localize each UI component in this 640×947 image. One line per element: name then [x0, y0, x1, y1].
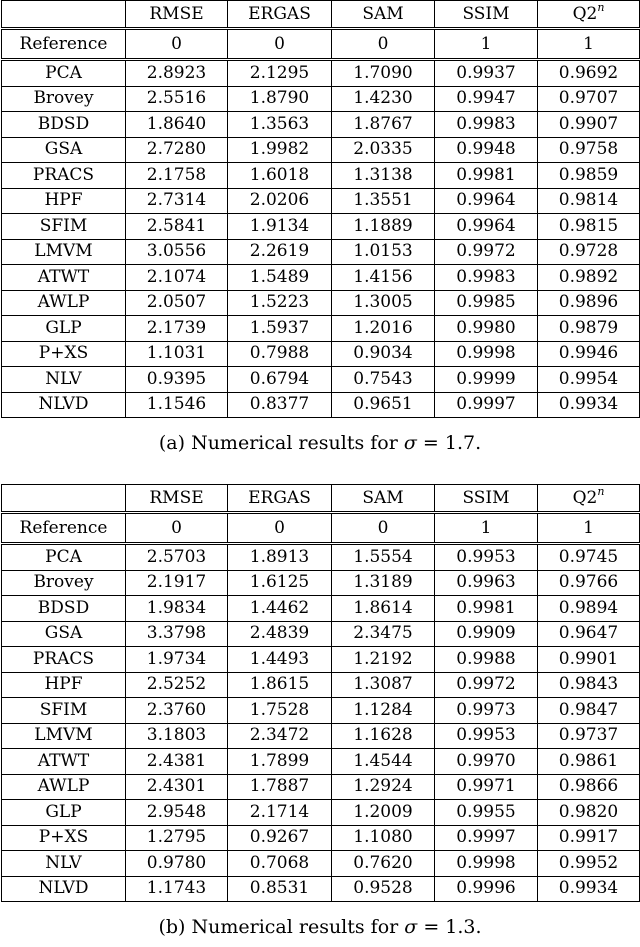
table-row — [2, 137, 640, 163]
value-cell: 0.7543 — [332, 367, 435, 393]
value-cell: 0.9998 — [435, 851, 538, 877]
value-cell: 0.9651 — [332, 392, 435, 418]
column-header: SAM — [332, 485, 435, 513]
table-row — [2, 647, 640, 673]
value-cell: 0.9892 — [538, 265, 640, 291]
value-cell: 1.0153 — [332, 239, 435, 265]
table-row — [2, 800, 640, 826]
table-row — [2, 596, 640, 622]
value-cell: 0.9528 — [332, 876, 435, 902]
caption-b: (b) Numerical results for σ = 1.3. — [158, 916, 482, 938]
value-cell: 0.9996 — [435, 876, 538, 902]
method-cell: Brovey — [2, 86, 126, 112]
table-row — [2, 60, 640, 87]
column-header: SSIM — [435, 1, 538, 29]
method-cell: NLVD — [2, 392, 126, 418]
table-block-b — [0, 484, 640, 946]
value-cell: 0.9972 — [435, 672, 538, 698]
method-cell: BDSD — [2, 596, 126, 622]
value-cell: 2.4301 — [126, 774, 228, 800]
table-row — [2, 723, 640, 749]
value-cell: 0.9267 — [228, 825, 332, 851]
value-cell: 0.9728 — [538, 239, 640, 265]
value-cell: 0.9983 — [435, 265, 538, 291]
value-cell: 0.9766 — [538, 570, 640, 596]
value-cell: 0.9780 — [126, 851, 228, 877]
value-cell: 0.8377 — [228, 392, 332, 418]
method-cell: NLV — [2, 367, 126, 393]
value-cell: 2.0507 — [126, 290, 228, 316]
column-header — [2, 1, 126, 29]
value-cell: 2.5703 — [126, 544, 228, 571]
method-cell: GSA — [2, 621, 126, 647]
value-cell: 2.0206 — [228, 188, 332, 214]
method-cell: GLP — [2, 800, 126, 826]
value-cell: 0.9981 — [435, 596, 538, 622]
value-cell: 0.9917 — [538, 825, 640, 851]
value-cell: 0.9963 — [435, 570, 538, 596]
value-cell: 1.4493 — [228, 647, 332, 673]
reference-cell: Reference — [2, 29, 126, 60]
reference-cell: Reference — [2, 513, 126, 544]
table-row — [2, 367, 640, 393]
method-cell: AWLP — [2, 774, 126, 800]
value-cell: 0.9937 — [435, 60, 538, 87]
value-cell: 0.9934 — [538, 392, 640, 418]
method-cell: GSA — [2, 137, 126, 163]
value-cell: 1.8640 — [126, 112, 228, 138]
value-cell: 1.2924 — [332, 774, 435, 800]
value-cell: 3.0556 — [126, 239, 228, 265]
value-cell: 1.1080 — [332, 825, 435, 851]
method-cell: PCA — [2, 60, 126, 87]
value-cell: 1.5554 — [332, 544, 435, 571]
value-cell: 2.1074 — [126, 265, 228, 291]
value-cell: 2.1758 — [126, 163, 228, 189]
value-cell: 1.4544 — [332, 749, 435, 775]
reference-cell: 1 — [538, 513, 640, 544]
value-cell: 2.1917 — [126, 570, 228, 596]
value-cell: 0.9847 — [538, 698, 640, 724]
table-row — [2, 876, 640, 902]
value-cell: 2.5516 — [126, 86, 228, 112]
table-row — [2, 774, 640, 800]
value-cell: 1.1546 — [126, 392, 228, 418]
value-cell: 0.9647 — [538, 621, 640, 647]
value-cell: 0.9947 — [435, 86, 538, 112]
method-cell: BDSD — [2, 112, 126, 138]
value-cell: 1.3087 — [332, 672, 435, 698]
method-cell: LMVM — [2, 239, 126, 265]
value-cell: 2.5841 — [126, 214, 228, 240]
reference-row — [2, 29, 640, 60]
table-row — [2, 851, 640, 877]
value-cell: 1.5223 — [228, 290, 332, 316]
value-cell: 0.7620 — [332, 851, 435, 877]
value-cell: 2.0335 — [332, 137, 435, 163]
column-header: Q2$^n$ — [538, 485, 640, 513]
value-cell: 1.3563 — [228, 112, 332, 138]
column-header: ERGAS — [228, 1, 332, 29]
value-cell: 2.7314 — [126, 188, 228, 214]
column-header: SAM — [332, 1, 435, 29]
value-cell: 0.9820 — [538, 800, 640, 826]
value-cell: 2.1739 — [126, 316, 228, 342]
value-cell: 2.1295 — [228, 60, 332, 87]
reference-cell: 0 — [228, 29, 332, 60]
value-cell: 1.6018 — [228, 163, 332, 189]
value-cell: 1.6125 — [228, 570, 332, 596]
caption-a: (a) Numerical results for σ = 1.7. — [158, 432, 482, 454]
value-cell: 1.8790 — [228, 86, 332, 112]
method-cell: ATWT — [2, 265, 126, 291]
table-row — [2, 265, 640, 291]
table-row — [2, 621, 640, 647]
value-cell: 1.1743 — [126, 876, 228, 902]
method-cell: HPF — [2, 188, 126, 214]
value-cell: 1.1889 — [332, 214, 435, 240]
value-cell: 0.7068 — [228, 851, 332, 877]
table-row — [2, 163, 640, 189]
value-cell: 3.3798 — [126, 621, 228, 647]
reference-cell: 0 — [126, 513, 228, 544]
value-cell: 0.9707 — [538, 86, 640, 112]
value-cell: 1.3138 — [332, 163, 435, 189]
reference-cell: 0 — [228, 513, 332, 544]
value-cell: 0.9745 — [538, 544, 640, 571]
value-cell: 1.2016 — [332, 316, 435, 342]
value-cell: 0.9998 — [435, 341, 538, 367]
value-cell: 0.9814 — [538, 188, 640, 214]
method-cell: P+XS — [2, 825, 126, 851]
column-header: ERGAS — [228, 485, 332, 513]
value-cell: 1.7090 — [332, 60, 435, 87]
value-cell: 1.1284 — [332, 698, 435, 724]
table-row — [2, 214, 640, 240]
value-cell: 2.2619 — [228, 239, 332, 265]
method-cell: PRACS — [2, 163, 126, 189]
value-cell: 1.2009 — [332, 800, 435, 826]
value-cell: 1.3189 — [332, 570, 435, 596]
table-row — [2, 188, 640, 214]
method-cell: NLVD — [2, 876, 126, 902]
value-cell: 0.9983 — [435, 112, 538, 138]
value-cell: 0.9997 — [435, 392, 538, 418]
value-cell: 2.8923 — [126, 60, 228, 87]
value-cell: 0.9859 — [538, 163, 640, 189]
reference-cell: 1 — [435, 513, 538, 544]
table-row — [2, 316, 640, 342]
column-header — [2, 485, 126, 513]
table-row — [2, 392, 640, 418]
value-cell: 0.9896 — [538, 290, 640, 316]
table-row — [2, 672, 640, 698]
value-cell: 0.9964 — [435, 188, 538, 214]
value-cell: 3.1803 — [126, 723, 228, 749]
column-header: RMSE — [126, 485, 228, 513]
value-cell: 1.5489 — [228, 265, 332, 291]
method-cell: ATWT — [2, 749, 126, 775]
value-cell: 1.2795 — [126, 825, 228, 851]
table-row — [2, 544, 640, 571]
value-cell: 0.9861 — [538, 749, 640, 775]
value-cell: 1.7899 — [228, 749, 332, 775]
table-row — [2, 341, 640, 367]
value-cell: 0.9972 — [435, 239, 538, 265]
value-cell: 0.9948 — [435, 137, 538, 163]
value-cell: 0.9954 — [538, 367, 640, 393]
value-cell: 0.9034 — [332, 341, 435, 367]
value-cell: 0.6794 — [228, 367, 332, 393]
value-cell: 0.9843 — [538, 672, 640, 698]
value-cell: 0.9971 — [435, 774, 538, 800]
value-cell: 0.9980 — [435, 316, 538, 342]
reference-cell: 0 — [332, 513, 435, 544]
value-cell: 1.9834 — [126, 596, 228, 622]
value-cell: 1.1628 — [332, 723, 435, 749]
value-cell: 1.4156 — [332, 265, 435, 291]
value-cell: 0.9758 — [538, 137, 640, 163]
method-cell: PCA — [2, 544, 126, 571]
value-cell: 1.8913 — [228, 544, 332, 571]
method-cell: GLP — [2, 316, 126, 342]
value-cell: 0.9815 — [538, 214, 640, 240]
value-cell: 2.5252 — [126, 672, 228, 698]
reference-cell: 0 — [332, 29, 435, 60]
value-cell: 0.9985 — [435, 290, 538, 316]
value-cell: 0.9952 — [538, 851, 640, 877]
value-cell: 0.9692 — [538, 60, 640, 87]
table-block-a — [0, 0, 640, 462]
value-cell: 1.1031 — [126, 341, 228, 367]
method-cell: HPF — [2, 672, 126, 698]
reference-cell: 1 — [435, 29, 538, 60]
header-row — [2, 485, 640, 513]
value-cell: 0.9955 — [435, 800, 538, 826]
value-cell: 1.9982 — [228, 137, 332, 163]
method-cell: SFIM — [2, 214, 126, 240]
table-row — [2, 698, 640, 724]
value-cell: 1.3005 — [332, 290, 435, 316]
value-cell: 0.9909 — [435, 621, 538, 647]
method-cell: PRACS — [2, 647, 126, 673]
value-cell: 1.2192 — [332, 647, 435, 673]
header-row — [2, 1, 640, 29]
value-cell: 2.4381 — [126, 749, 228, 775]
table-row — [2, 749, 640, 775]
value-cell: 2.3475 — [332, 621, 435, 647]
table-row — [2, 86, 640, 112]
method-cell: NLV — [2, 851, 126, 877]
method-cell: P+XS — [2, 341, 126, 367]
value-cell: 2.1714 — [228, 800, 332, 826]
value-cell: 2.7280 — [126, 137, 228, 163]
results-table-a — [1, 0, 640, 418]
value-cell: 2.3760 — [126, 698, 228, 724]
value-cell: 2.9548 — [126, 800, 228, 826]
value-cell: 0.9964 — [435, 214, 538, 240]
value-cell: 1.3551 — [332, 188, 435, 214]
value-cell: 1.5937 — [228, 316, 332, 342]
value-cell: 1.9134 — [228, 214, 332, 240]
value-cell: 0.8531 — [228, 876, 332, 902]
column-header: Q2$^n$ — [538, 1, 640, 29]
reference-row — [2, 513, 640, 544]
method-cell: SFIM — [2, 698, 126, 724]
value-cell: 0.9997 — [435, 825, 538, 851]
value-cell: 1.7528 — [228, 698, 332, 724]
reference-cell: 0 — [126, 29, 228, 60]
value-cell: 0.9953 — [435, 723, 538, 749]
results-table-b — [1, 484, 640, 902]
table-row — [2, 239, 640, 265]
value-cell: 0.9866 — [538, 774, 640, 800]
value-cell: 2.3472 — [228, 723, 332, 749]
method-cell: AWLP — [2, 290, 126, 316]
table-row — [2, 290, 640, 316]
value-cell: 0.9973 — [435, 698, 538, 724]
value-cell: 0.9999 — [435, 367, 538, 393]
method-cell: LMVM — [2, 723, 126, 749]
value-cell: 0.9953 — [435, 544, 538, 571]
value-cell: 1.4230 — [332, 86, 435, 112]
method-cell: Brovey — [2, 570, 126, 596]
value-cell: 0.9395 — [126, 367, 228, 393]
value-cell: 0.9970 — [435, 749, 538, 775]
value-cell: 0.9988 — [435, 647, 538, 673]
value-cell: 0.9934 — [538, 876, 640, 902]
value-cell: 1.8615 — [228, 672, 332, 698]
value-cell: 0.9901 — [538, 647, 640, 673]
column-header: RMSE — [126, 1, 228, 29]
value-cell: 0.9907 — [538, 112, 640, 138]
value-cell: 2.4839 — [228, 621, 332, 647]
table-row — [2, 112, 640, 138]
value-cell: 1.4462 — [228, 596, 332, 622]
value-cell: 0.9879 — [538, 316, 640, 342]
value-cell: 0.7988 — [228, 341, 332, 367]
reference-cell: 1 — [538, 29, 640, 60]
value-cell: 0.9981 — [435, 163, 538, 189]
value-cell: 0.9894 — [538, 596, 640, 622]
value-cell: 0.9946 — [538, 341, 640, 367]
value-cell: 1.8767 — [332, 112, 435, 138]
value-cell: 1.7887 — [228, 774, 332, 800]
value-cell: 1.8614 — [332, 596, 435, 622]
table-row — [2, 825, 640, 851]
value-cell: 1.9734 — [126, 647, 228, 673]
value-cell: 0.9737 — [538, 723, 640, 749]
table-row — [2, 570, 640, 596]
column-header: SSIM — [435, 485, 538, 513]
